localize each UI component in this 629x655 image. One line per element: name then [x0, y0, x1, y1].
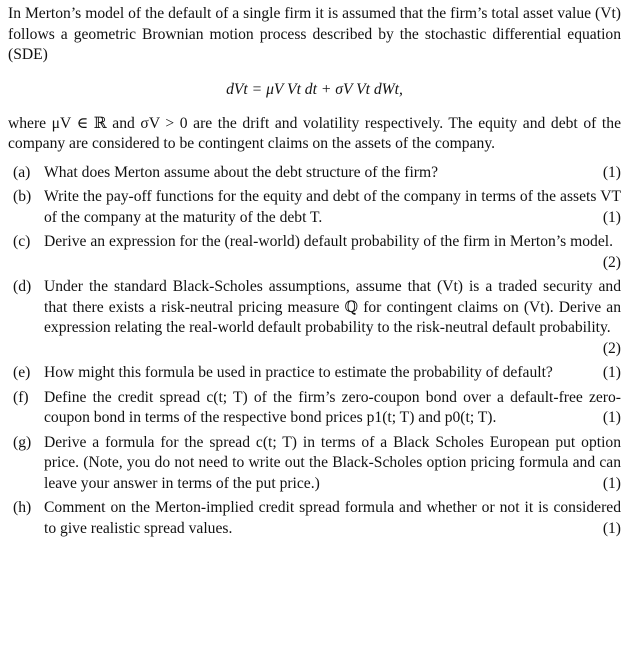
- question-text: How might this formula be used in practice to estimate the probability of default?: [44, 364, 553, 381]
- question-label: (f): [13, 388, 29, 406]
- question-label: (c): [13, 233, 31, 250]
- question-text: Derive a formula for the spread c(t; T) in terms of a Black Scholes European put option price. (Note, you do not need to write out the Black-Scholes option pricing formula and can leave your answer in terms of the put price.): [44, 433, 621, 492]
- question-text: Write the pay-off functions for the equity and debt of the company in terms of the assets VT of the company at the maturity of the debt T.: [44, 188, 621, 226]
- question-label: (h): [13, 499, 32, 516]
- question-text: Define the credit spread c(t; T) of the firm’s zero-coupon bond over a default-free zero-coupon bond in terms of the respective bond prices p1(t; T) and p0(t; T).: [44, 388, 621, 426]
- question-text: What does Merton assume about the debt structure of the firm?: [44, 163, 439, 181]
- question-marks: (1): [602, 208, 621, 226]
- question-text: Comment on the Merton-implied credit spread formula and whether or not it is considered to give realistic spread values.: [44, 499, 621, 537]
- question-marks: (1): [602, 364, 621, 381]
- question-item: [8, 187, 621, 228]
- question-item: [8, 363, 621, 384]
- intro-paragraph: In Merton’s model of the default of a single firm it is assumed that the firm’s total asset value (Vt) follows a geometric Brownian motion process described by the stochastic differential equation (SDE): [8, 5, 621, 63]
- question-marks: (2): [602, 253, 621, 271]
- question-marks: (1): [602, 474, 621, 492]
- question-label: (a): [13, 163, 31, 181]
- question-item: [8, 232, 621, 273]
- question-label: (d): [13, 278, 32, 295]
- question-item: [8, 277, 621, 359]
- question-list: [8, 163, 621, 540]
- question-marks: (1): [602, 163, 621, 181]
- question-label: (e): [13, 364, 31, 381]
- question-marks: (1): [602, 409, 621, 426]
- question-item: [8, 498, 621, 539]
- question-item: [8, 163, 621, 184]
- question-item: [8, 388, 621, 429]
- sde-equation: dVt = μV Vt dt + σV Vt dWt,: [226, 80, 403, 98]
- definitions-paragraph: where μV ∈ ℝ and σV > 0 are the drift and volatility respectively. The equity and debt of the company are considered to be contingent claims on the assets of the company.: [8, 114, 621, 152]
- question-text: Under the standard Black-Scholes assumptions, assume that (Vt) is a traded security and that there exists a risk-neutral pricing measure ℚ for contingent claims on (Vt). Derive an expression relating the real-world default probability to the risk-neutral default probability.: [44, 278, 621, 336]
- question-marks: (1): [602, 519, 621, 537]
- question-label: (g): [13, 433, 32, 451]
- question-item: [8, 433, 621, 495]
- question-label: (b): [13, 188, 32, 205]
- question-text: Derive an expression for the (real-world) default probability of the firm in Merton’s model.: [44, 233, 613, 250]
- question-marks: (2): [602, 339, 621, 357]
